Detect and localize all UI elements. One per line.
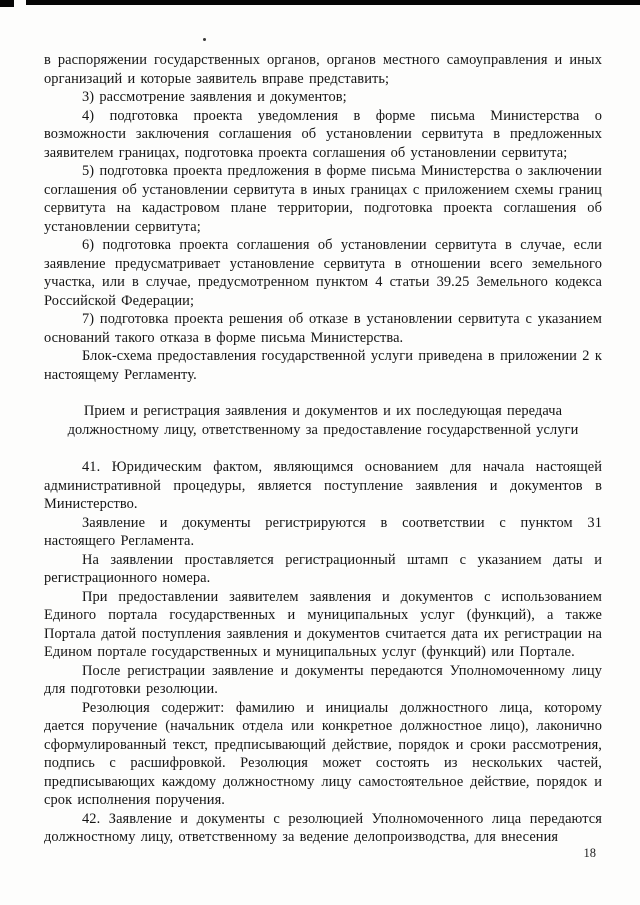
- paragraph: При предоставлении заявителем заявления и документов с использованием Единого портала государственных и муниципальных услуг (функций), а также Портала датой поступления заявления и документов считается дата их регистрации на Едином портале государственных и муниципальных услуг (функций) или Портале.: [44, 588, 602, 660]
- paragraph: 6) подготовка проекта соглашения об установлении сервитута в случае, если заявление предусматривает установление сервитута в отношении всего земельного участка, или в случае, предусмотренном пунктом 4 статьи 39.25 Земельного кодекса Российской Федерации;: [44, 237, 602, 309]
- paragraph: 4) подготовка проекта уведомления в форме письма Министерства о возможности заключения соглашения об установлении сервитута в предложенных заявителем границах, подготовка проекта соглашения об установлении сервитута;: [44, 107, 602, 161]
- scan-corner-artifact: [0, 0, 14, 7]
- page-number: 18: [583, 846, 596, 860]
- paragraph: в распоряжении государственных органов, органов местного самоуправления и иных организаций и которые заявитель вправе представить;: [44, 52, 602, 87]
- scan-dot-artifact: [203, 38, 206, 41]
- paragraph: Блок-схема предоставления государственной услуги приведена в приложении 2 к настоящему Регламенту.: [44, 348, 602, 383]
- document-content: [44, 51, 602, 847]
- paragraph: Заявление и документы регистрируются в соответствии с пунктом 31 настоящего Регламента.: [44, 514, 602, 549]
- paragraph: 41. Юридическим фактом, являющимся основанием для начала настоящей административной процедуры, является поступление заявления и документов в Министерство.: [44, 459, 602, 512]
- paragraph: 42. Заявление и документы с резолюцией Уполномоченного лица передаются должностному лицу, ответственному за ведение делопроизводства, для внесения: [44, 810, 602, 845]
- paragraph: 5) подготовка проекта предложения в форме письма Министерства о заключении соглашения об установлении сервитута в иных границах с приложением схемы границ сервитута на кадастровом плане территории, подготовка проекта соглашения об установлении сервитута;: [44, 163, 602, 235]
- paragraph: Резолюция содержит: фамилию и инициалы должностного лица, которому дается поручение (начальник отдела или конкретное должностное лицо), лаконично сформулированный текст, предписывающий действие, порядок и сроки рассмотрения, подпись с расшифровкой. Резолюция может состоять из нескольких частей, предписывающих каждому должностному лицу самостоятельное действие, порядок и срок исполнения поручения.: [44, 699, 602, 808]
- scan-edge-artifact: [26, 0, 640, 5]
- section-heading: Прием и регистрация заявления и документов и их последующая передача должностному лицу, ответственному за предоставление государственной услуги: [67, 403, 579, 438]
- paragraph: После регистрации заявление и документы передаются Уполномоченному лицу для подготовки резолюции.: [44, 662, 602, 697]
- paragraph: На заявлении проставляется регистрационный штамп с указанием даты и регистрационного номера.: [44, 551, 602, 586]
- paragraph: 3) рассмотрение заявления и документов;: [82, 89, 347, 105]
- paragraph: 7) подготовка проекта решения об отказе в установлении сервитута с указанием оснований такого отказа в форме письма Министерства.: [44, 311, 602, 346]
